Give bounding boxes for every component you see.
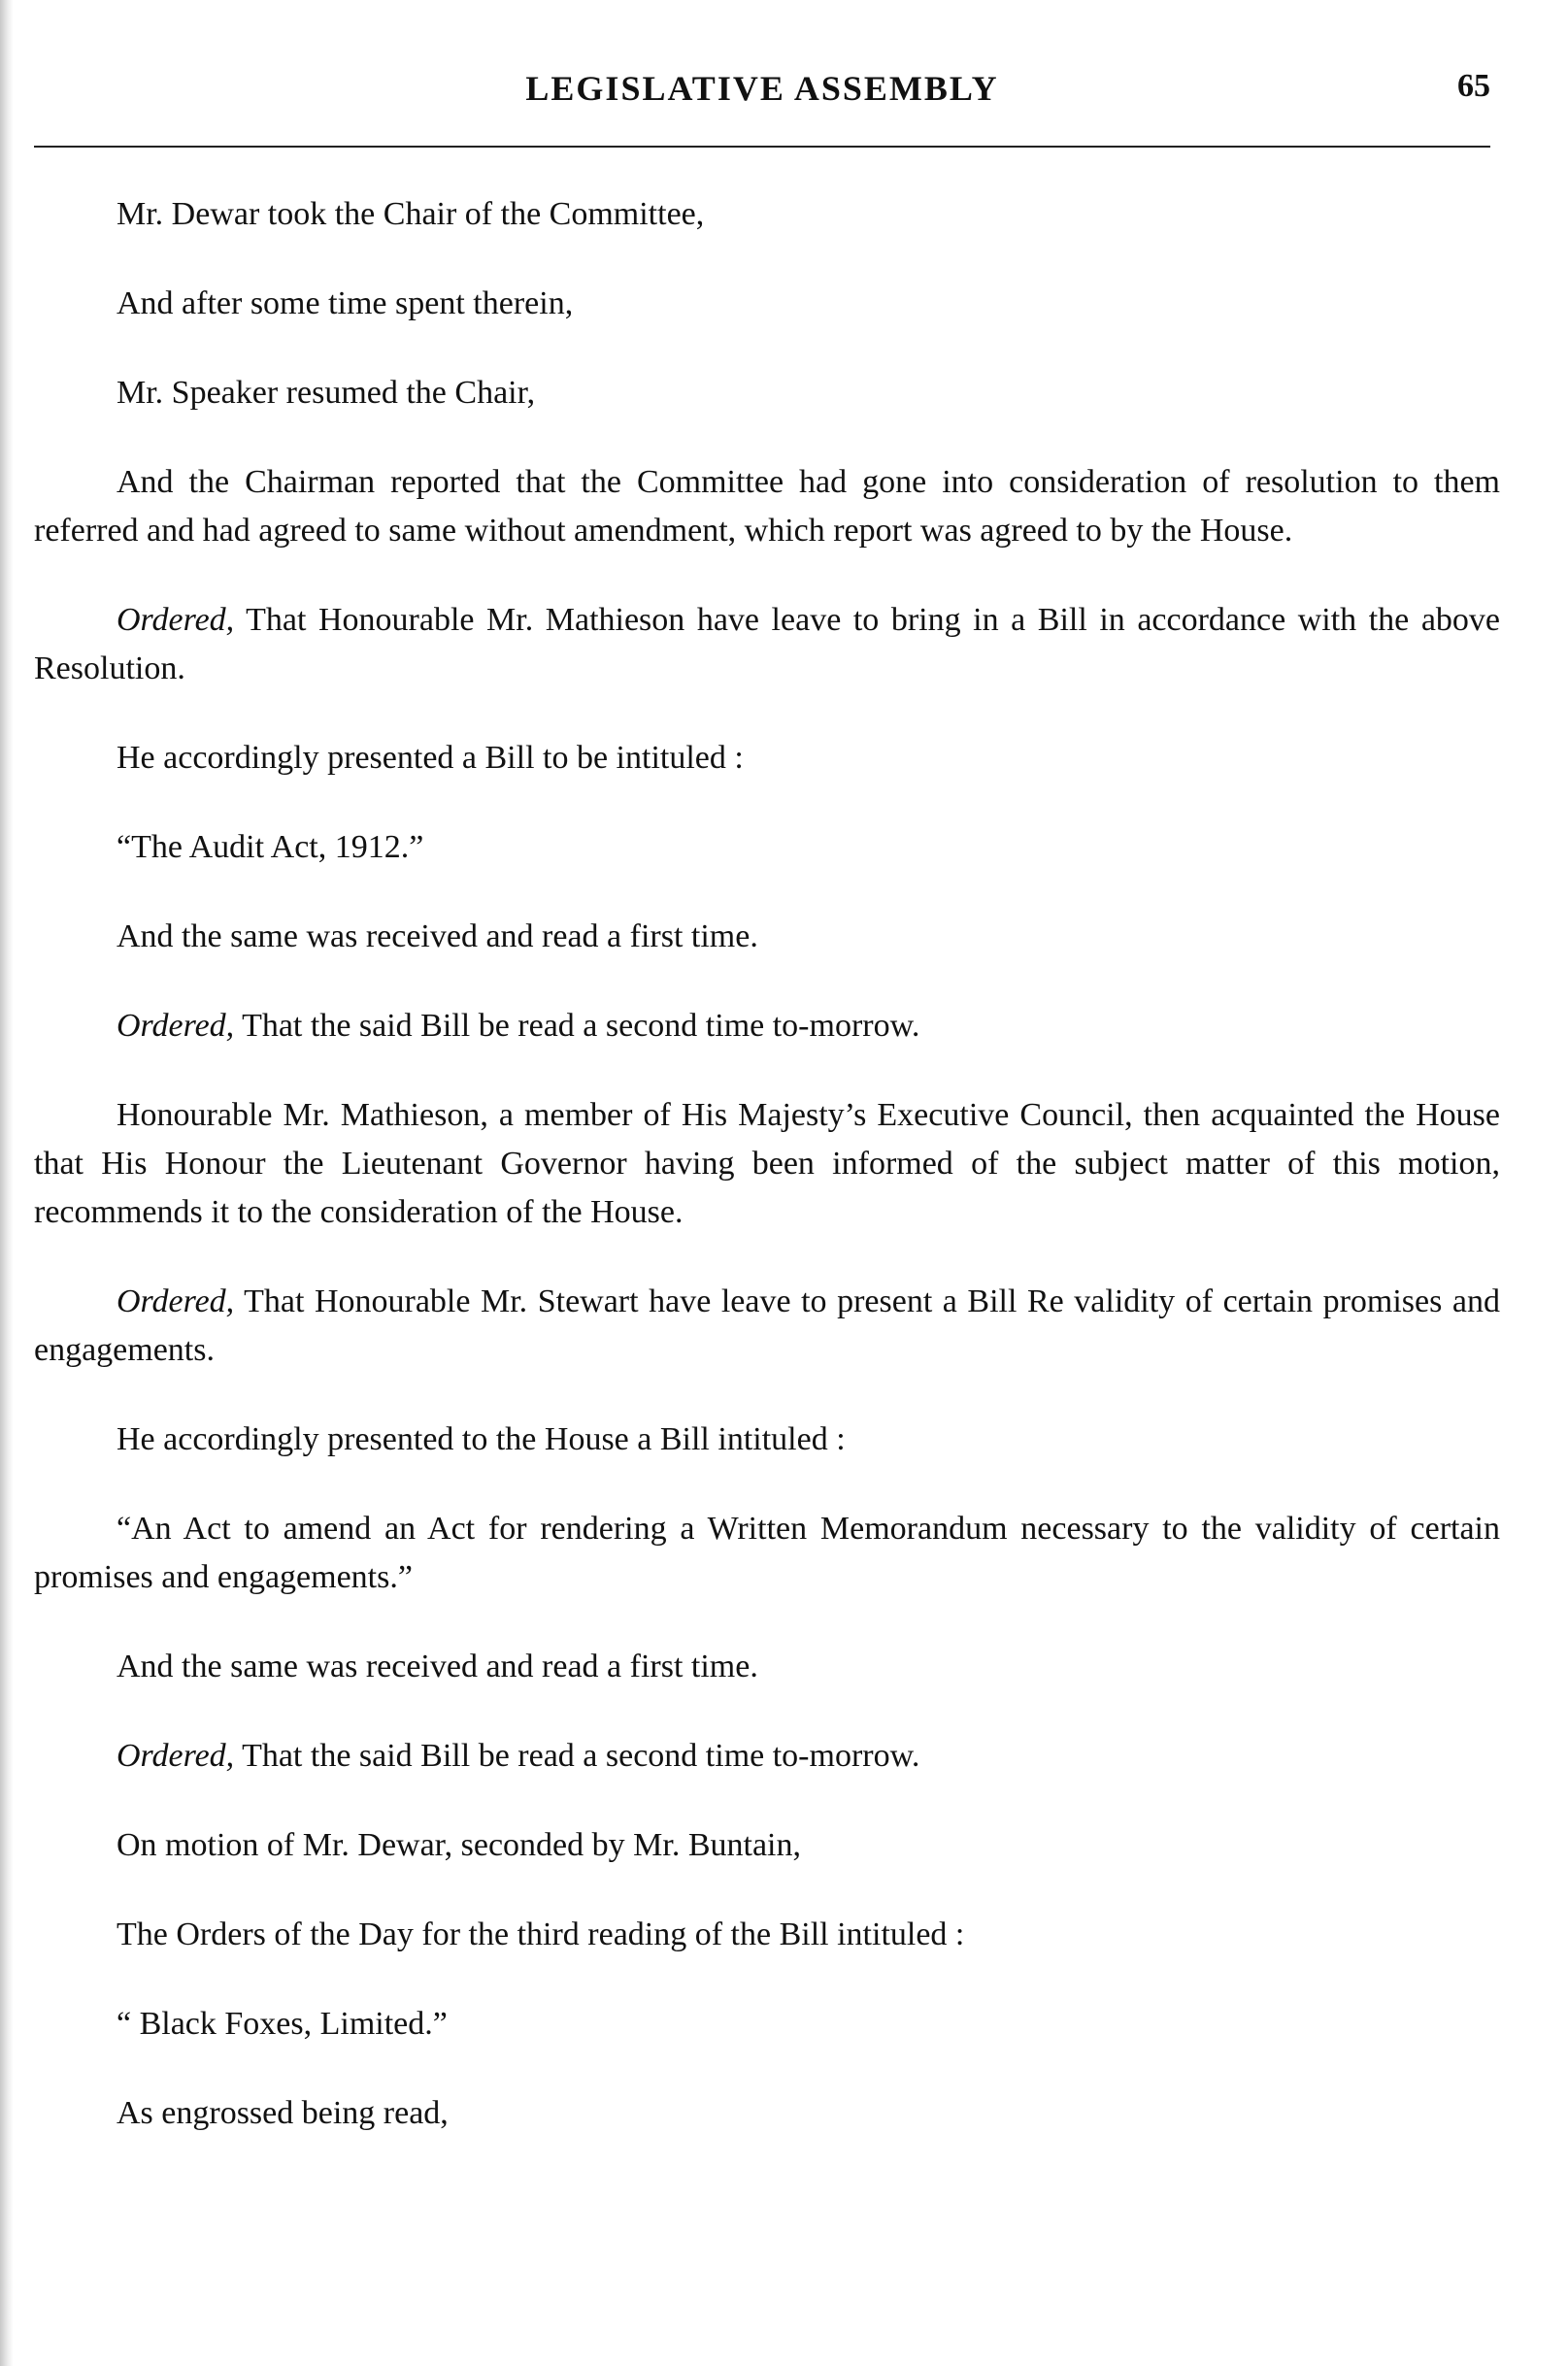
paragraph-text: That the said Bill be read a second time to-morrow. — [234, 1008, 920, 1044]
paragraph-text: As engrossed being read, — [117, 2095, 449, 2131]
paragraph-text: “The Audit Act, 1912.” — [117, 829, 424, 865]
paragraph-text: “ Black Foxes, Limited.” — [117, 2006, 448, 2042]
journal-body — [34, 190, 1500, 2179]
paragraph — [34, 458, 1500, 555]
header-rule — [34, 146, 1490, 148]
paragraph-lead: Ordered, — [117, 602, 235, 638]
paragraph — [34, 369, 1500, 417]
paragraph-text: And the Chairman reported that the Committee had gone into consideration of resolution to them referred and had agreed to same without amendment, which report was agreed to by the House. — [34, 464, 1500, 549]
paragraph — [34, 1643, 1500, 1691]
paragraph-text: And the same was received and read a first time. — [117, 918, 758, 954]
paragraph — [34, 1732, 1500, 1781]
page-spine-shadow — [0, 0, 14, 2366]
paragraph — [34, 1278, 1500, 1375]
paragraph-text: He accordingly presented a Bill to be intituled : — [117, 740, 744, 776]
paragraph — [34, 190, 1500, 239]
page-number: 65 — [1457, 68, 1490, 104]
paragraph — [34, 596, 1500, 693]
paragraph-text: On motion of Mr. Dewar, seconded by Mr. Buntain, — [117, 1827, 801, 1863]
paragraph-text: “An Act to amend an Act for rendering a Written Memorandum necessary to the validity of certain promises and engagements.” — [34, 1511, 1500, 1595]
paragraph-lead: Ordered, — [117, 1008, 235, 1044]
paragraph — [34, 1002, 1500, 1050]
paragraph-text: Mr. Dewar took the Chair of the Committee, — [117, 196, 705, 232]
running-head — [34, 68, 1490, 126]
paragraph — [34, 2000, 1500, 2049]
paragraph — [34, 2089, 1500, 2138]
paragraph — [34, 1911, 1500, 1959]
paragraph-text: The Orders of the Day for the third reading of the Bill intituled : — [117, 1916, 965, 1952]
paragraph-text: That the said Bill be read a second time to-morrow. — [234, 1738, 920, 1774]
paragraph-text: That Honourable Mr. Stewart have leave to present a Bill Re validity of certain promises and engagements. — [34, 1283, 1500, 1368]
paragraph-text: And after some time spent therein, — [117, 285, 574, 321]
paragraph — [34, 1091, 1500, 1237]
paragraph — [34, 1505, 1500, 1602]
paragraph — [34, 913, 1500, 961]
paragraph-text: And the same was received and read a first time. — [117, 1649, 758, 1684]
paragraph-text: That Honourable Mr. Mathieson have leave to bring in a Bill in accordance with the above Resolution. — [34, 602, 1500, 686]
page-title: LEGISLATIVE ASSEMBLY — [525, 69, 999, 108]
paragraph-text: He accordingly presented to the House a Bill intituled : — [117, 1421, 846, 1457]
paragraph — [34, 734, 1500, 783]
paragraph — [34, 823, 1500, 872]
paragraph — [34, 1821, 1500, 1870]
paragraph-text: Honourable Mr. Mathieson, a member of His Majesty’s Executive Council, then acquainted the House that His Honour the Lieutenant Governor having been informed of the subject matter of this motion, recommends it to the consideration of the House. — [34, 1097, 1500, 1230]
paragraph-text: Mr. Speaker resumed the Chair, — [117, 375, 536, 411]
paragraph — [34, 1416, 1500, 1464]
paragraph — [34, 280, 1500, 328]
paragraph-lead: Ordered, — [117, 1738, 235, 1774]
paragraph-lead: Ordered, — [117, 1283, 235, 1319]
